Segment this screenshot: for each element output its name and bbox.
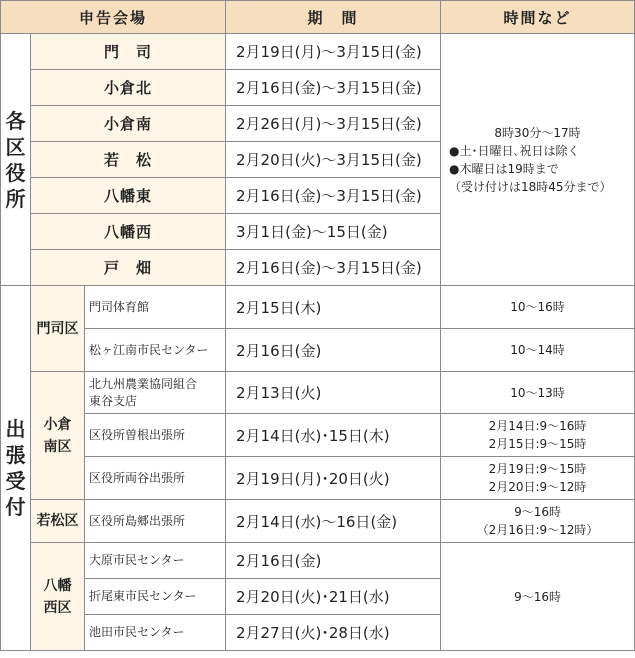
venue-moji: 門 司 <box>31 34 226 70</box>
time-shimago-branch: 9～16時 （2月16日:9～12時） <box>441 500 635 543</box>
venue-ja-higashitani: 北九州農業協同組合 東谷支店 <box>85 372 226 414</box>
header-period: 期 間 <box>226 1 441 34</box>
venue-oriohigashi-center: 折尾東市民センター <box>85 579 226 615</box>
period-ryotani-branch: 2月19日(月)･20日(火) <box>226 457 441 500</box>
period-yahatahigashi: 2月16日(金)～3月15日(金) <box>226 178 441 214</box>
period-wakamatsu: 2月20日(火)～3月15日(金) <box>226 142 441 178</box>
venue-kokuraminami: 小倉南 <box>31 106 226 142</box>
period-moji-gym: 2月15日(木) <box>226 286 441 329</box>
venue-wakamatsu: 若 松 <box>31 142 226 178</box>
ward-offices-group-label: 各 区 役 所 <box>1 34 31 286</box>
period-matsugaeminami: 2月16日(金) <box>226 329 441 372</box>
header-time: 時間など <box>441 1 635 34</box>
ward-offices-hours <box>441 34 635 286</box>
area-wakamatsu: 若松区 <box>31 500 85 543</box>
time-yahatanishi: 9～16時 <box>441 543 635 651</box>
time-sone-branch: 2月14日:9～16時 2月15日:9～15時 <box>441 414 635 457</box>
area-kokuraminami: 小倉 南区 <box>31 372 85 500</box>
venue-ikeda-center: 池田市民センター <box>85 615 226 651</box>
header-venue: 申告会場 <box>1 1 226 34</box>
period-ohara-center: 2月16日(金) <box>226 543 441 579</box>
area-yahatanishi: 八幡 西区 <box>31 543 85 651</box>
venue-yahatahigashi: 八幡東 <box>31 178 226 214</box>
venue-shimago-branch: 区役所島郷出張所 <box>85 500 226 543</box>
time-matsugaeminami: 10～14時 <box>441 329 635 372</box>
venue-moji-gym: 門司体育館 <box>85 286 226 329</box>
period-kokuraminami: 2月26日(月)～3月15日(金) <box>226 106 441 142</box>
period-kokurakita: 2月16日(金)～3月15日(金) <box>226 70 441 106</box>
venue-ohara-center: 大原市民センター <box>85 543 226 579</box>
venue-yahatanishi: 八幡西 <box>31 214 226 250</box>
period-tobata: 2月16日(金)～3月15日(金) <box>226 250 441 286</box>
time-moji-gym: 10～16時 <box>441 286 635 329</box>
hours-note-holidays: ●土･日曜日､祝日は除く <box>449 143 580 158</box>
period-sone-branch: 2月14日(水)･15日(木) <box>226 414 441 457</box>
venue-matsugaeminami: 松ヶ江南市民センター <box>85 329 226 372</box>
period-moji: 2月19日(月)～3月15日(金) <box>226 34 441 70</box>
branch-group-label: 出 張 受 付 <box>1 286 31 651</box>
hours-note-thursday: ●木曜日は19時まで <box>449 161 559 176</box>
time-ja-higashitani: 10～13時 <box>441 372 635 414</box>
period-ja-higashitani: 2月13日(火) <box>226 372 441 414</box>
venue-tobata: 戸 畑 <box>31 250 226 286</box>
period-oriohigashi-center: 2月20日(火)･21日(水) <box>226 579 441 615</box>
period-ikeda-center: 2月27日(火)･28日(水) <box>226 615 441 651</box>
period-yahatanishi: 3月1日(金)～15日(金) <box>226 214 441 250</box>
area-moji: 門司区 <box>31 286 85 372</box>
time-ryotani-branch: 2月19日:9～15時 2月20日:9～12時 <box>441 457 635 500</box>
venue-sone-branch: 区役所曽根出張所 <box>85 414 226 457</box>
venue-kokurakita: 小倉北 <box>31 70 226 106</box>
period-shimago-branch: 2月14日(水)～16日(金) <box>226 500 441 543</box>
hours-text: 8時30分～17時 <box>494 125 581 140</box>
hours-note-reception: （受け付けは18時45分まで） <box>449 179 612 194</box>
venue-ryotani-branch: 区役所両谷出張所 <box>85 457 226 500</box>
